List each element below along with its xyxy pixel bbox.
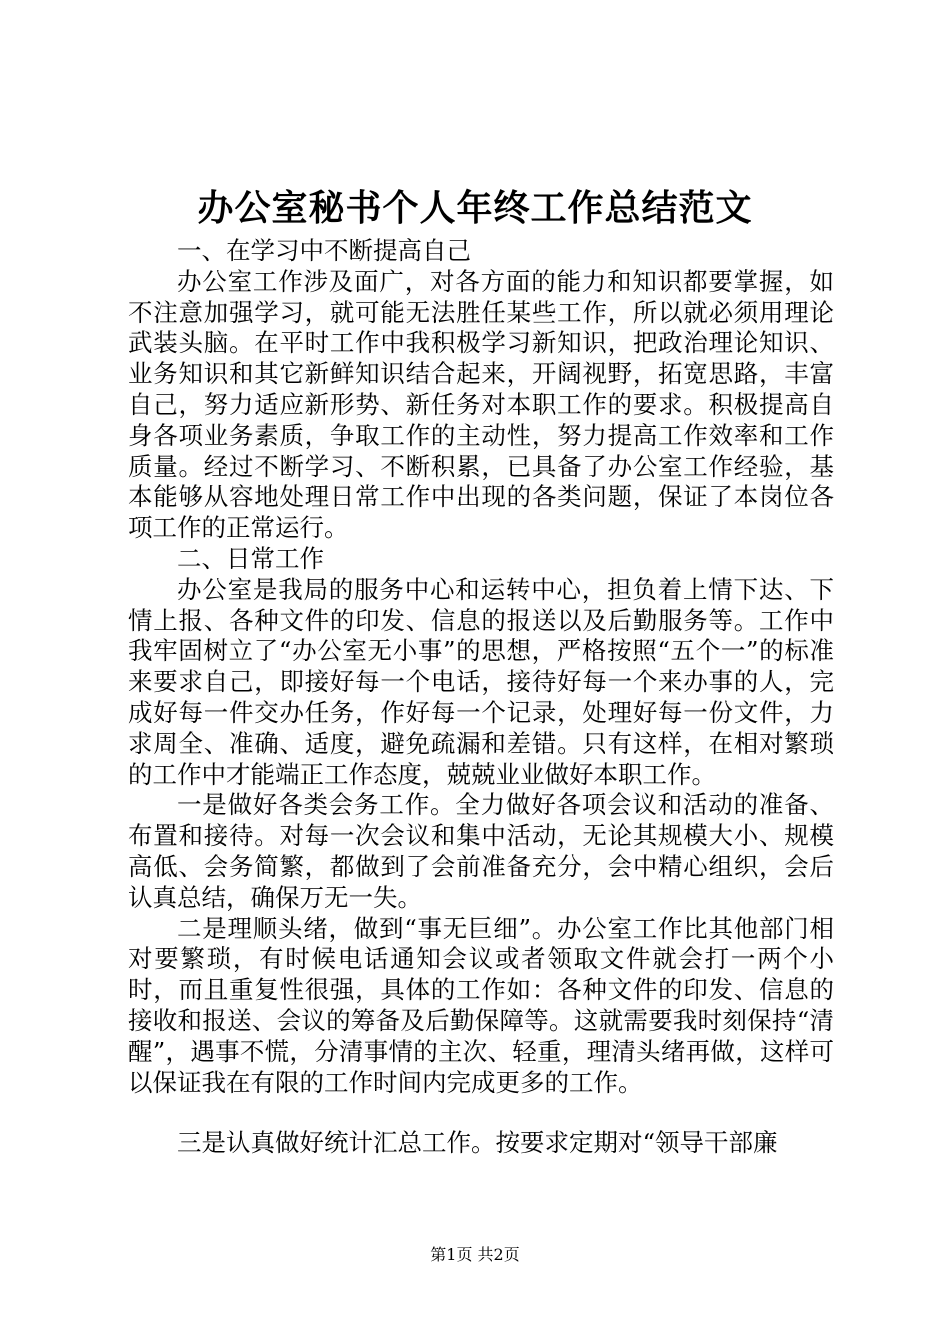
document-title: 办公室秘书个人年终工作总结范文 bbox=[197, 187, 753, 229]
paragraph-meeting-work: 一是做好各类会务工作。全力做好各项会议和活动的准备、布置和接待。对每一次会议和集中活动，无论其规模大小、规模高低、会务简繁，都做到了会前准备充分，会中精心组织，会后认真总结，确保万无一失。 bbox=[128, 790, 834, 912]
document-body bbox=[128, 236, 834, 1159]
page-footer: 第1页 共2页 bbox=[430, 1245, 520, 1264]
paragraph-study: 办公室工作涉及面广，对各方面的能力和知识都要掌握，如不注意加强学习，就可能无法胜任某些工作，所以就必须用理论武装头脑。在平时工作中我积极学习新知识，把政治理论知识、业务知识和其它新鲜知识结合起来，开阔视野，拓宽思路，丰富自己，努力适应新形势、新任务对本职工作的要求。积极提高自身各项业务素质，争取工作的主动性，努力提高工作效率和工作质量。经过不断学习、不断积累，已具备了办公室工作经验，基本能够从容地处理日常工作中出现的各类问题，保证了本岗位各项工作的正常运行。 bbox=[128, 266, 834, 543]
paragraph-statistics-work: 三是认真做好统计汇总工作。按要求定期对“领导干部廉 bbox=[177, 1128, 778, 1158]
paragraph-daily-work: 办公室是我局的服务中心和运转中心，担负着上情下达、下情上报、各种文件的印发、信息的报送以及后勤服务等。工作中我牢固树立了“办公室无小事”的思想，严格按照“五个一”的标准来要求自己，即接好每一个电话，接待好每一个来办事的人，完成好每一件交办任务，作好每一个记录，处理好每一份文件，力求周全、准确、适度，避免疏漏和差错。只有这样，在相对繁琐的工作中才能端正工作态度，兢兢业业做好本职工作。 bbox=[128, 574, 834, 789]
section-heading-study: 一、在学习中不断提高自己 bbox=[177, 236, 471, 265]
section-heading-daily-work: 二、日常工作 bbox=[177, 543, 324, 573]
paragraph-organize-work: 二是理顺头绪，做到“事无巨细”。办公室工作比其他部门相对要繁琐，有时候电话通知会议或者领取文件就会打一两个小时，而且重复性很强，具体的工作如：各种文件的印发、信息的接收和报送、会议的筹备及后勤保障等。这就需要我时刻保持“清醒”，遇事不慌，分清事情的主次、轻重，理清头绪再做，这样可以保证我在有限的工作时间内完成更多的工作。 bbox=[128, 913, 834, 1097]
